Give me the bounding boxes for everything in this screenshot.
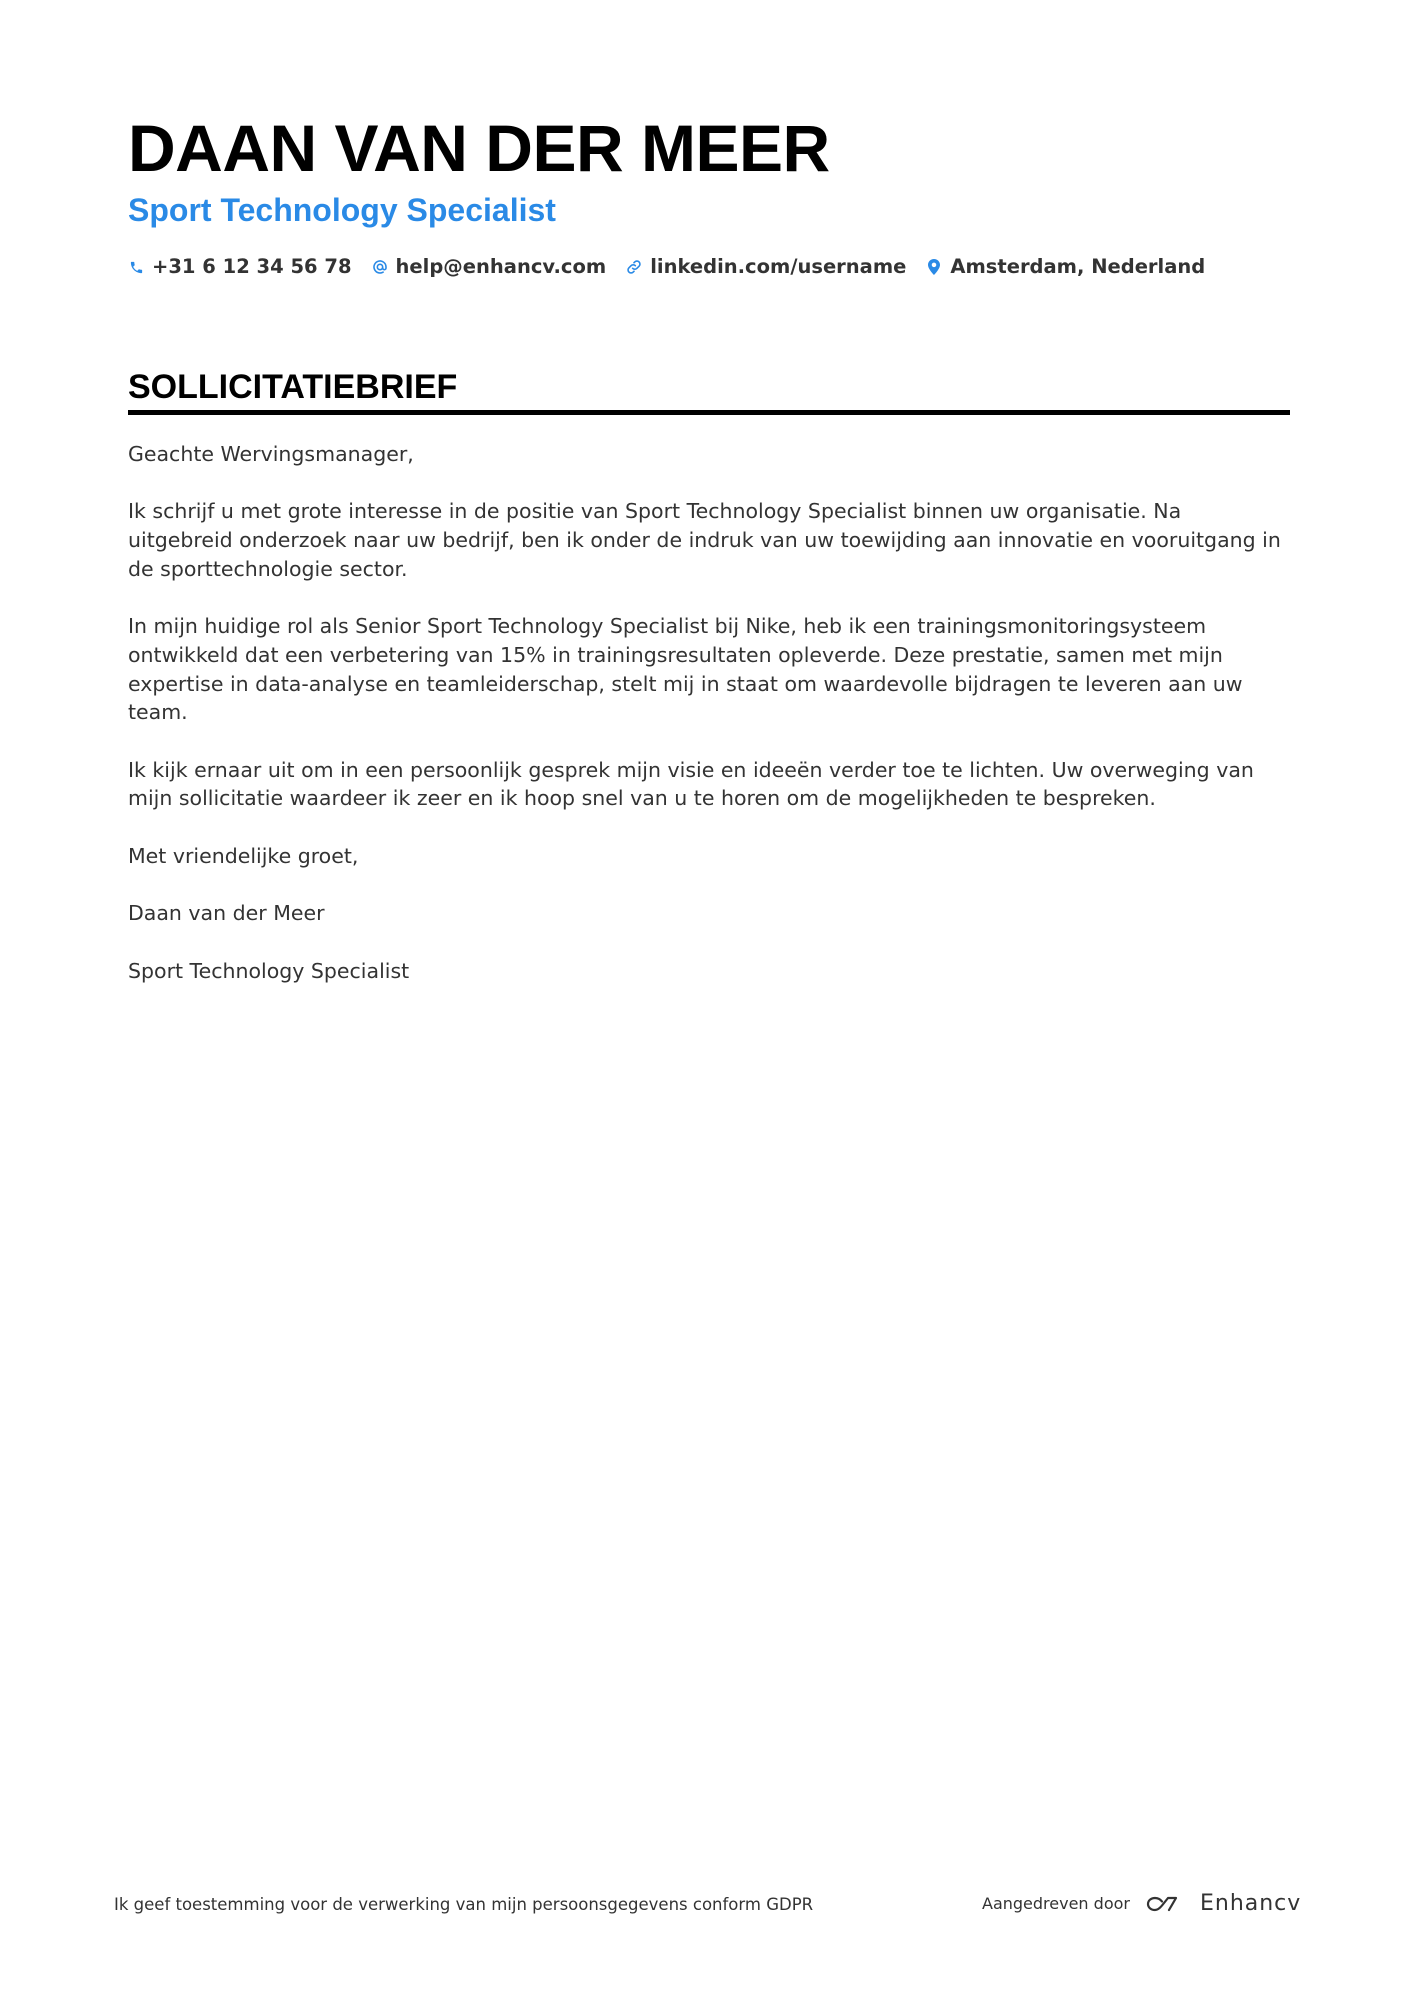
contact-linkedin[interactable]: [626, 252, 906, 282]
letter-paragraph: Ik schrijf u met grote interesse in de positie van Sport Technology Specialist binnen uw organisatie. Na uitgebreid onderzoek naar uw bedrijf, ben ik onder de indruk van uw toewijding aan innovatie en vooruitgang in de sporttechnologie sector.: [128, 499, 1281, 581]
at-icon: [372, 259, 388, 275]
contact-phone-text: +31 6 12 34 56 78: [152, 255, 352, 278]
gdpr-consent: Ik geef toestemming voor de verwerking van mijn persoonsgegevens conform GDPR: [114, 1895, 814, 1914]
signature-title: Sport Technology Specialist: [128, 958, 410, 983]
signature-name: Daan van der Meer: [128, 901, 325, 926]
contact-bar: [128, 252, 1225, 282]
link-icon: [626, 259, 642, 275]
location-pin-icon: [926, 259, 942, 275]
closing: Met vriendelijke groet,: [128, 843, 359, 868]
enhancv-logo-icon: [1142, 1890, 1188, 1918]
section-divider: [128, 410, 1290, 415]
contact-email-text: help@enhancv.com: [395, 255, 607, 278]
contact-location: [926, 252, 1205, 282]
job-title: Sport Technology Specialist: [128, 192, 556, 228]
phone-icon: [128, 259, 144, 275]
section-title: SOLLICITATIEBRIEF: [128, 368, 458, 406]
powered-by[interactable]: [982, 1890, 1301, 1918]
powered-by-label: Aangedreven door: [982, 1894, 1130, 1913]
contact-phone: [128, 252, 352, 282]
candidate-name: DAAN VAN DER MEER: [128, 111, 830, 185]
enhancv-brand: Enhancv: [1199, 1891, 1302, 1916]
contact-location-text: Amsterdam, Nederland: [950, 255, 1206, 278]
letter-paragraph: In mijn huidige rol als Senior Sport Technology Specialist bij Nike, heb ik een trainingsmonitoringsysteem ontwikkeld dat een verbetering van 15% in trainingsresultaten opleverde. Deze prestatie, samen met mijn expertise in data-analyse en teamleiderschap, stelt mij in staat om waardevolle bijdragen te leveren aan uw team.: [128, 614, 1243, 725]
letter-paragraph: Ik kijk ernaar uit om in een persoonlijk gesprek mijn visie en ideeën verder toe te lichten. Uw overweging van mijn sollicitatie waardeer ik zeer en ik hoop snel van u te horen om de mogelijkheden te bespreken.: [128, 757, 1254, 811]
salutation: Geachte Wervingsmanager,: [128, 442, 414, 466]
contact-email[interactable]: [372, 252, 607, 282]
letter-body: [128, 440, 1290, 1014]
contact-linkedin-text: linkedin.com/username: [650, 255, 907, 278]
